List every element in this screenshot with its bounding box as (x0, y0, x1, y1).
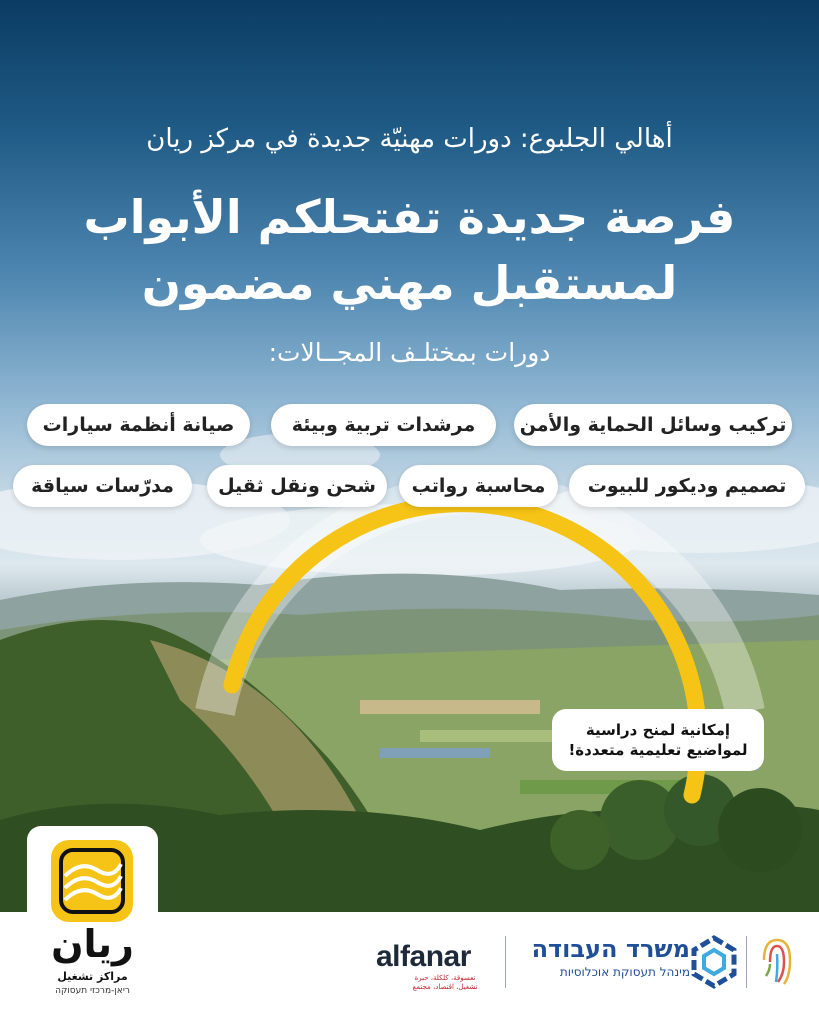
fingerprint-icon (756, 932, 798, 988)
subtitle: أهالي الجلبوع: دورات مهنيّة جديدة في مركز ريان (146, 124, 673, 154)
course-pill: تركيب وسائل الحماية والأمن (514, 404, 792, 446)
alfanar-tagline-line-1: تعسوقة، كلكلة، حبرة (414, 974, 476, 982)
ministry-title: משרד העבודה (531, 935, 690, 963)
ministry-logo-text (520, 934, 690, 980)
course-pill: شحن ونقل ثقيل (207, 465, 387, 507)
title-line-2: لمستقبل مهني مضمون (141, 256, 678, 310)
scholarship-line-1: إمكانية لمنح دراسية (585, 721, 731, 739)
rayan-tagline-hebrew: ריאן-מרכזי תעסוקה (55, 986, 130, 996)
course-pill: محاسبة رواتب (399, 465, 558, 507)
ministry-hex-icon (688, 934, 740, 990)
course-pill: مدرّسات سياقة (13, 465, 192, 507)
ministry-subtitle: מינהל תעסוקת אוכלוסיות (559, 965, 690, 979)
rayan-logo-icon (51, 840, 133, 922)
scholarship-line-2: لمواضيع تعليمية متعددة! (568, 741, 748, 759)
course-pill: مرشدات تربية وبيئة (271, 404, 496, 446)
rayan-wordmark: ريان (51, 922, 134, 966)
alfanar-tagline-line-2: تشغيل، اقتصاد، مجتمع (412, 983, 478, 991)
alfanar-logo: alfanar (376, 940, 471, 973)
title-line-1: فرصة جديدة تفتحلكم الأبواب (83, 190, 736, 244)
rayan-logo (27, 826, 158, 1012)
rayan-tagline: مراكز تشغيل (57, 970, 128, 983)
course-pill: تصميم وديكور للبيوت (569, 465, 805, 507)
scholarship-note (552, 709, 764, 771)
divider (505, 936, 506, 988)
alfanar-tagline (390, 974, 500, 992)
fields-label: دورات بمختلـف المجــالات: (268, 338, 551, 367)
course-pill: صيانة أنظمة سيارات (27, 404, 250, 446)
divider (746, 936, 747, 988)
